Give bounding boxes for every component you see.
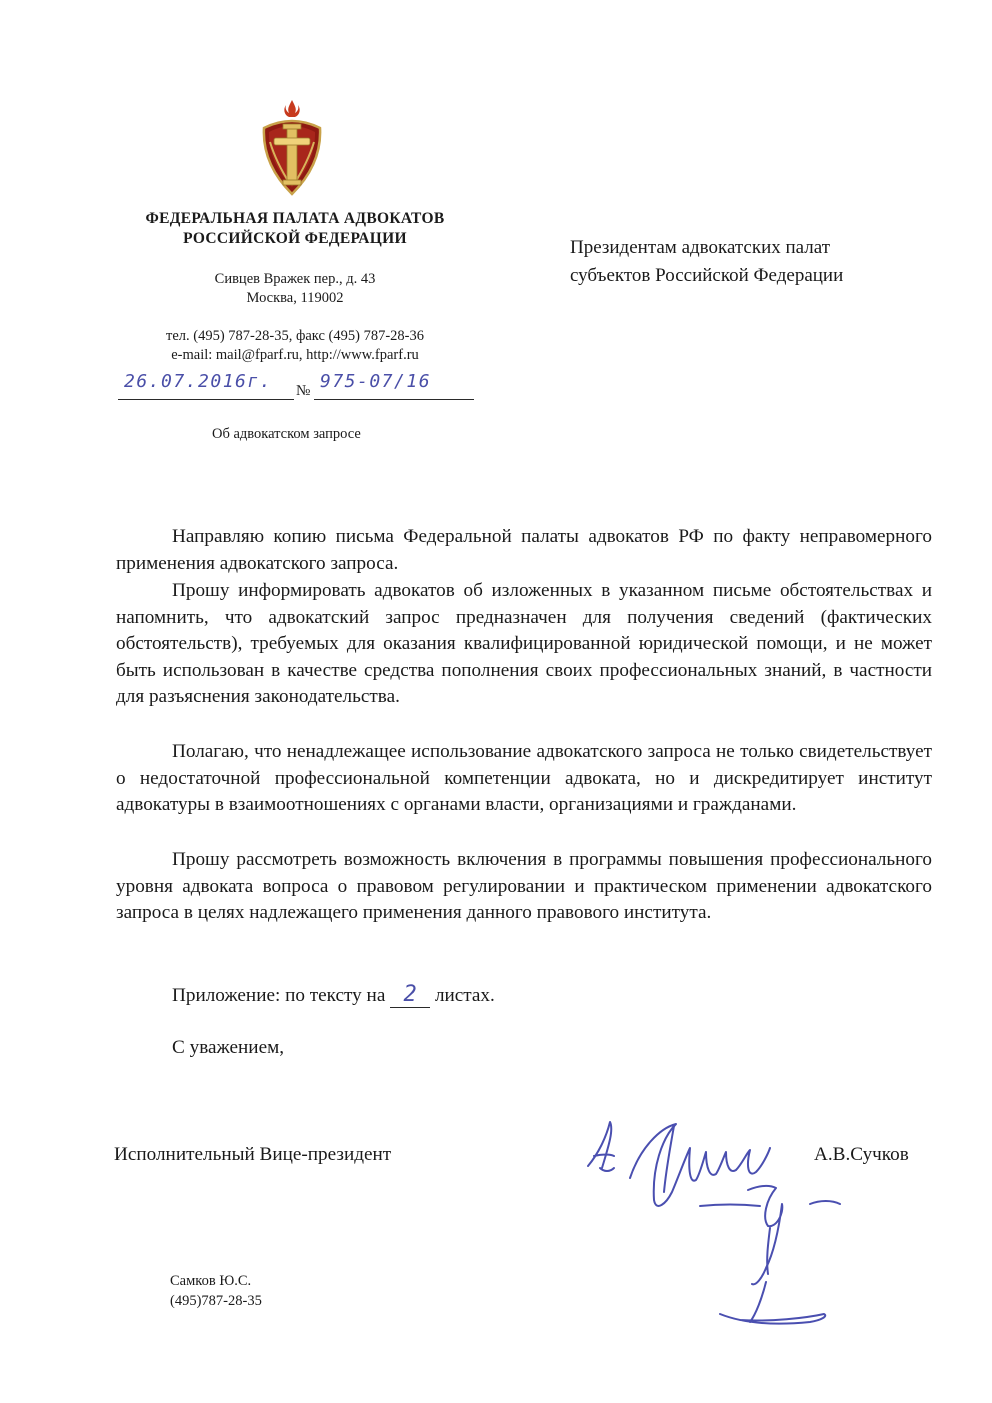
executor-phone: (495)787-28-35 [170,1293,262,1309]
addressee-line2: субъектов Российской Федерации [570,265,844,286]
email-web: e-mail: mail@fparf.ru, http://www.fparf.ru [171,347,419,363]
attachment-prefix: Приложение: по тексту на [172,985,386,1006]
org-name-line2: РОССИЙСКОЙ ФЕДЕРАЦИИ [183,230,407,247]
subject-line: Об адвокатском запросе [212,426,361,442]
number-underline [314,399,474,400]
body-paragraph-2: Прошу информировать адвокатов об изложенных в указанном письме обстоятельствах и напомнить, что адвокатский запрос предназначен для получения сведений (фактических обстоятельств), требуемых для оказания квалифицированной юридической помощи, и не может быть использован в качестве средства пополнения своих профессиональных знаний, в частности для разъяснения законодательства. [116,580,932,707]
signature [570,1108,850,1348]
date-underline [118,399,294,400]
number-sign: № [296,383,311,399]
closing-line: С уважением, [172,1037,285,1058]
body-paragraph-4: Прошу рассмотреть возможность включения в программы повышения профессионального уровня адвоката вопроса о правовом регулировании и практическом применении адвокатского запроса в целях надлежащего применения данного правового института. [116,849,932,923]
body-paragraph-1: Направляю копию письма Федеральной палаты адвокатов РФ по факту неправомерного применения адвокатского запроса. [116,526,932,574]
attachment-suffix: листах. [434,985,495,1006]
attachment-count: 2 [403,982,417,1007]
signatory-name: А.В.Сучков [814,1144,909,1165]
phone-fax: тел. (495) 787-28-35, факс (495) 787-28-36 [166,328,424,344]
address-city: Москва, 119002 [246,290,344,306]
body-paragraph-3: Полагаю, что ненадлежащее использование адвокатского запроса не только свидетельствует о недостаточной профессиональной компетенции адвоката, но и дискредитирует институт адвокатуры в взаимоотношениях с органами власти, организациями и гражданами. [116,741,932,815]
addressee-line1: Президентам адвокатских палат [570,237,831,258]
signatory-position: Исполнительный Вице-президент [114,1144,392,1165]
executor-name: Самков Ю.С. [170,1273,252,1289]
attachment-count-field [390,982,430,1008]
address-street: Сивцев Вражек пер., д. 43 [214,271,376,287]
org-name-line1: ФЕДЕРАЛЬНАЯ ПАЛАТА АДВОКАТОВ [145,210,445,227]
reg-date: 26.07.2016г. [124,371,273,392]
emblem-icon [256,98,328,198]
attachment-line [172,982,495,1008]
reg-number: 975-07/16 [320,371,432,392]
